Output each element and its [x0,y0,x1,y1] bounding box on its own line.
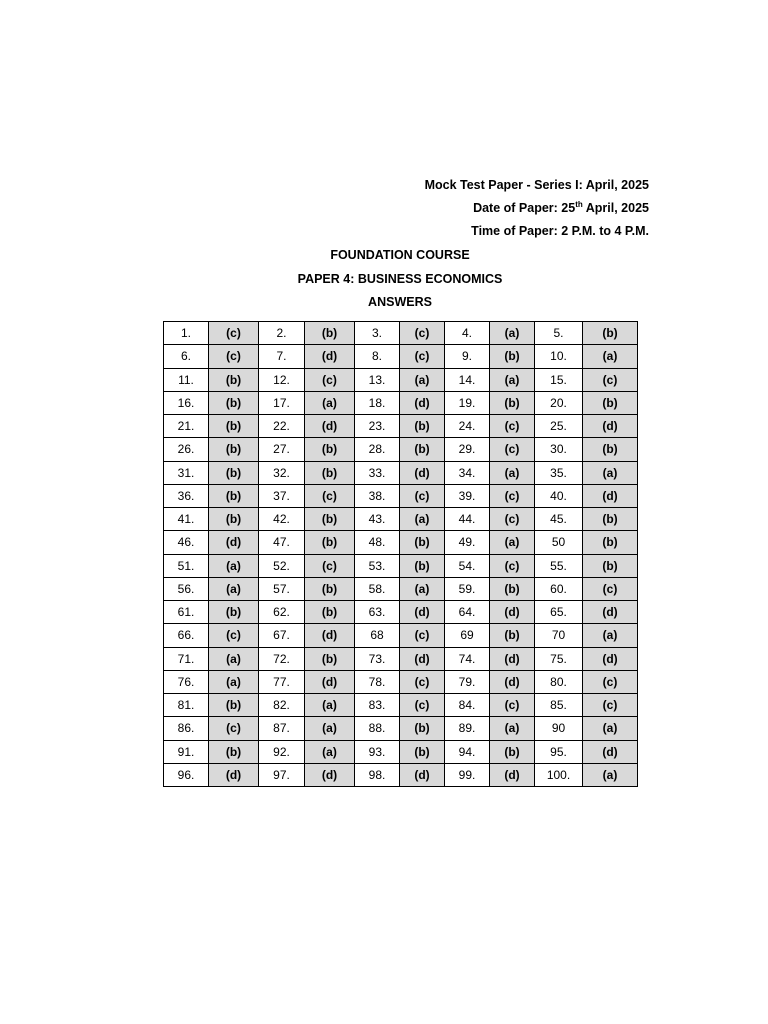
answer-cell: (d) [490,647,535,670]
question-number-cell: 35. [535,461,583,484]
answer-cell: (b) [400,438,445,461]
question-number-cell: 51. [164,554,209,577]
question-number-cell: 85. [535,694,583,717]
answer-cell: (b) [400,415,445,438]
question-number-cell: 60. [535,577,583,600]
question-number-cell: 59. [445,577,490,600]
answer-cell: (a) [490,461,535,484]
answer-cell: (b) [490,345,535,368]
question-number-cell: 99. [445,763,490,786]
answer-cell: (b) [305,322,355,345]
question-number-cell: 49. [445,531,490,554]
answer-cell: (a) [305,717,355,740]
answer-cell: (c) [400,694,445,717]
answer-cell: (c) [305,554,355,577]
answer-cell: (a) [490,717,535,740]
table-row [164,601,638,624]
answer-cell: (b) [583,391,638,414]
question-number-cell: 86. [164,717,209,740]
answer-cell: (b) [209,484,259,507]
question-number-cell: 36. [164,484,209,507]
course-heading: FOUNDATION COURSE [330,248,470,262]
table-row [164,740,638,763]
date-of-paper [473,201,649,215]
date-suffix: April, 2025 [582,201,649,215]
answer-cell: (a) [490,531,535,554]
answer-cell: (d) [400,391,445,414]
answer-cell: (b) [305,647,355,670]
question-number-cell: 26. [164,438,209,461]
question-number-cell: 39. [445,484,490,507]
question-number-cell: 66. [164,624,209,647]
question-number-cell: 27. [259,438,305,461]
table-row [164,763,638,786]
question-number-cell: 77. [259,670,305,693]
answer-cell: (d) [305,624,355,647]
question-number-cell: 1. [164,322,209,345]
table-row [164,554,638,577]
question-number-cell: 23. [355,415,400,438]
answer-cell: (a) [209,554,259,577]
answer-cell: (b) [583,554,638,577]
question-number-cell: 50 [535,531,583,554]
question-number-cell: 73. [355,647,400,670]
question-number-cell: 80. [535,670,583,693]
question-number-cell: 61. [164,601,209,624]
answer-cell: (b) [209,694,259,717]
answer-cell: (a) [209,670,259,693]
question-number-cell: 78. [355,670,400,693]
question-number-cell: 16. [164,391,209,414]
table-row [164,577,638,600]
answer-cell: (a) [490,368,535,391]
answer-cell: (b) [400,717,445,740]
question-number-cell: 98. [355,763,400,786]
question-number-cell: 29. [445,438,490,461]
answer-cell: (b) [209,601,259,624]
answer-cell: (c) [400,670,445,693]
answer-cell: (d) [305,345,355,368]
answer-cell: (b) [490,391,535,414]
answers-table [163,321,638,787]
answer-cell: (b) [583,531,638,554]
question-number-cell: 15. [535,368,583,391]
answer-cell: (a) [305,740,355,763]
question-number-cell: 25. [535,415,583,438]
question-number-cell: 47. [259,531,305,554]
answer-cell: (b) [305,508,355,531]
answer-cell: (a) [583,345,638,368]
answer-cell: (d) [209,763,259,786]
question-number-cell: 88. [355,717,400,740]
answer-cell: (a) [583,763,638,786]
question-number-cell: 96. [164,763,209,786]
question-number-cell: 92. [259,740,305,763]
answer-cell: (c) [305,484,355,507]
answer-cell: (a) [400,508,445,531]
table-row [164,694,638,717]
question-number-cell: 91. [164,740,209,763]
answer-cell: (d) [583,484,638,507]
answer-cell: (c) [209,322,259,345]
question-number-cell: 90 [535,717,583,740]
answer-cell: (a) [583,717,638,740]
answer-cell: (b) [490,624,535,647]
answer-cell: (b) [305,601,355,624]
answer-cell: (a) [490,322,535,345]
table-row [164,345,638,368]
question-number-cell: 79. [445,670,490,693]
question-number-cell: 84. [445,694,490,717]
question-number-cell: 95. [535,740,583,763]
question-number-cell: 62. [259,601,305,624]
paper-heading: PAPER 4: BUSINESS ECONOMICS [297,272,503,286]
question-number-cell: 10. [535,345,583,368]
answer-cell: (c) [583,577,638,600]
question-number-cell: 75. [535,647,583,670]
answer-cell: (d) [305,763,355,786]
question-number-cell: 55. [535,554,583,577]
answer-cell: (b) [583,438,638,461]
answer-cell: (d) [400,647,445,670]
mock-test-title: Mock Test Paper - Series I: April, 2025 [424,178,649,192]
answer-cell: (c) [209,624,259,647]
answer-cell: (c) [305,368,355,391]
answer-cell: (d) [583,740,638,763]
question-number-cell: 20. [535,391,583,414]
question-number-cell: 57. [259,577,305,600]
question-number-cell: 32. [259,461,305,484]
question-number-cell: 19. [445,391,490,414]
question-number-cell: 7. [259,345,305,368]
answer-cell: (d) [400,601,445,624]
question-number-cell: 74. [445,647,490,670]
answer-cell: (b) [490,740,535,763]
answer-cell: (d) [305,415,355,438]
table-row [164,624,638,647]
question-number-cell: 46. [164,531,209,554]
table-row [164,461,638,484]
answer-cell: (b) [209,740,259,763]
question-number-cell: 43. [355,508,400,531]
question-number-cell: 44. [445,508,490,531]
answer-cell: (a) [400,577,445,600]
question-number-cell: 2. [259,322,305,345]
answer-cell: (a) [305,694,355,717]
answer-cell: (d) [305,670,355,693]
answer-cell: (d) [400,763,445,786]
answer-cell: (b) [400,531,445,554]
table-row [164,415,638,438]
question-number-cell: 45. [535,508,583,531]
question-number-cell: 76. [164,670,209,693]
question-number-cell: 24. [445,415,490,438]
question-number-cell: 9. [445,345,490,368]
answer-cell: (d) [583,647,638,670]
question-number-cell: 94. [445,740,490,763]
answer-cell: (c) [400,624,445,647]
question-number-cell: 82. [259,694,305,717]
question-number-cell: 14. [445,368,490,391]
question-number-cell: 63. [355,601,400,624]
answer-cell: (b) [490,577,535,600]
question-number-cell: 38. [355,484,400,507]
answer-cell: (d) [490,763,535,786]
question-number-cell: 42. [259,508,305,531]
question-number-cell: 69 [445,624,490,647]
answer-cell: (c) [400,484,445,507]
question-number-cell: 11. [164,368,209,391]
question-number-cell: 18. [355,391,400,414]
question-number-cell: 22. [259,415,305,438]
question-number-cell: 21. [164,415,209,438]
table-row [164,391,638,414]
question-number-cell: 72. [259,647,305,670]
table-row [164,717,638,740]
question-number-cell: 54. [445,554,490,577]
answer-cell: (b) [583,508,638,531]
answer-cell: (b) [209,461,259,484]
question-number-cell: 83. [355,694,400,717]
answer-cell: (c) [583,368,638,391]
table-row [164,438,638,461]
question-number-cell: 30. [535,438,583,461]
answer-cell: (c) [490,415,535,438]
answer-cell: (d) [490,601,535,624]
answer-cell: (a) [583,461,638,484]
answer-cell: (c) [209,717,259,740]
question-number-cell: 37. [259,484,305,507]
question-number-cell: 68 [355,624,400,647]
answer-cell: (a) [583,624,638,647]
answer-cell: (b) [305,438,355,461]
answer-cell: (b) [305,461,355,484]
answer-cell: (b) [400,554,445,577]
answer-cell: (d) [583,415,638,438]
table-row [164,368,638,391]
question-number-cell: 28. [355,438,400,461]
question-number-cell: 65. [535,601,583,624]
table-row [164,531,638,554]
question-number-cell: 58. [355,577,400,600]
question-number-cell: 33. [355,461,400,484]
question-number-cell: 17. [259,391,305,414]
question-number-cell: 8. [355,345,400,368]
answer-cell: (c) [490,438,535,461]
question-number-cell: 34. [445,461,490,484]
question-number-cell: 40. [535,484,583,507]
answer-cell: (b) [305,531,355,554]
answers-heading: ANSWERS [368,295,432,309]
answer-cell: (a) [209,577,259,600]
answers-table-body [164,322,638,787]
answer-cell: (c) [490,554,535,577]
answer-cell: (a) [209,647,259,670]
table-row [164,508,638,531]
table-row [164,670,638,693]
question-number-cell: 67. [259,624,305,647]
question-number-cell: 93. [355,740,400,763]
answer-cell: (b) [209,368,259,391]
answer-cell: (c) [490,484,535,507]
date-prefix: Date of Paper: 25 [473,201,576,215]
question-number-cell: 100. [535,763,583,786]
question-number-cell: 87. [259,717,305,740]
answer-cell: (b) [305,577,355,600]
question-number-cell: 31. [164,461,209,484]
question-number-cell: 3. [355,322,400,345]
question-number-cell: 64. [445,601,490,624]
answer-cell: (d) [490,670,535,693]
answer-cell: (a) [305,391,355,414]
answer-cell: (d) [400,461,445,484]
answer-cell: (b) [209,438,259,461]
answer-cell: (c) [209,345,259,368]
question-number-cell: 48. [355,531,400,554]
question-number-cell: 6. [164,345,209,368]
answer-cell: (b) [400,740,445,763]
question-number-cell: 71. [164,647,209,670]
answer-cell: (c) [490,508,535,531]
answer-cell: (d) [583,601,638,624]
time-of-paper: Time of Paper: 2 P.M. to 4 P.M. [471,224,649,238]
answer-cell: (b) [209,391,259,414]
question-number-cell: 89. [445,717,490,740]
answer-cell: (c) [400,322,445,345]
question-number-cell: 81. [164,694,209,717]
question-number-cell: 12. [259,368,305,391]
question-number-cell: 41. [164,508,209,531]
answer-cell: (c) [583,694,638,717]
table-row [164,484,638,507]
answer-cell: (c) [490,694,535,717]
question-number-cell: 53. [355,554,400,577]
table-row [164,647,638,670]
question-number-cell: 13. [355,368,400,391]
question-number-cell: 4. [445,322,490,345]
question-number-cell: 56. [164,577,209,600]
answer-cell: (b) [209,415,259,438]
date-superscript: th [575,199,583,209]
answer-cell: (c) [400,345,445,368]
answer-cell: (b) [583,322,638,345]
question-number-cell: 70 [535,624,583,647]
answer-cell: (d) [209,531,259,554]
question-number-cell: 52. [259,554,305,577]
table-row [164,322,638,345]
question-number-cell: 97. [259,763,305,786]
question-number-cell: 5. [535,322,583,345]
answer-cell: (a) [400,368,445,391]
answer-cell: (c) [583,670,638,693]
answer-cell: (b) [209,508,259,531]
